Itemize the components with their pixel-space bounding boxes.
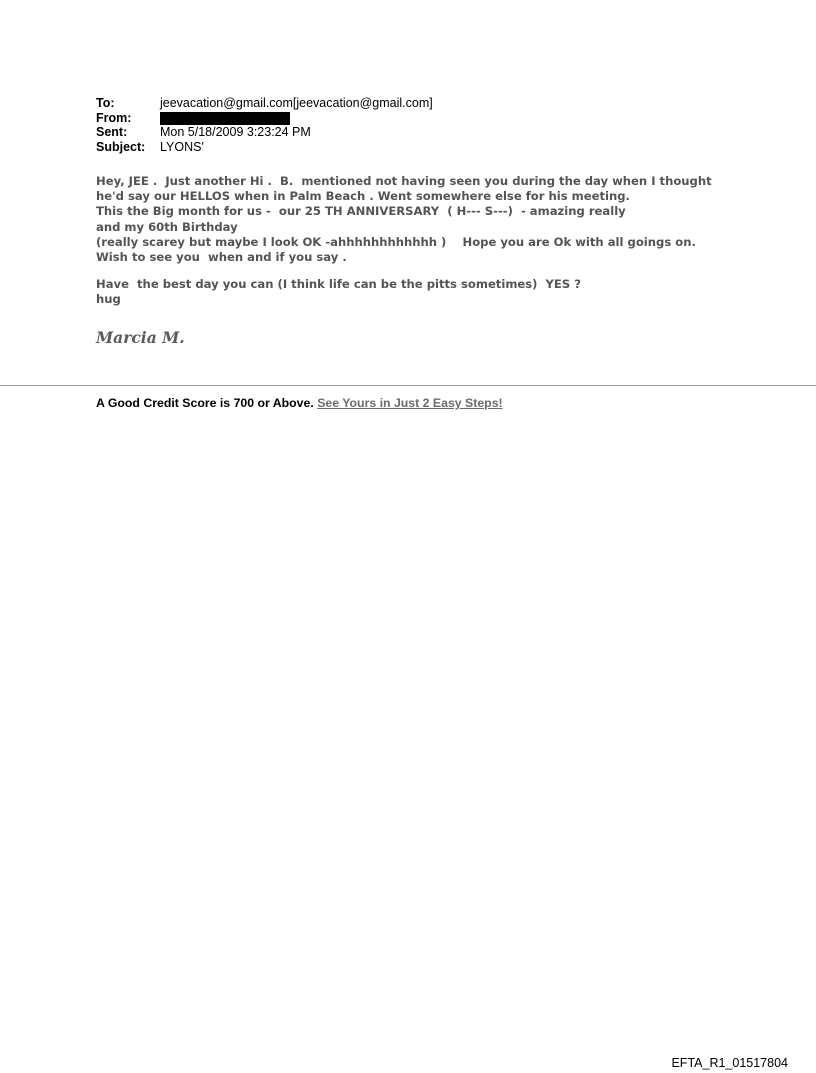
to-row xyxy=(96,96,433,111)
sent-label: Sent: xyxy=(96,125,128,139)
signature: Marcia M. xyxy=(96,328,185,347)
body-line: and my 60th Birthday xyxy=(96,219,238,234)
from-label: From: xyxy=(96,110,132,125)
body-line: he'd say our HELLOS when in Palm Beach . Went somewhere else for his meeting. xyxy=(96,189,630,204)
sent-row xyxy=(96,125,433,140)
body-line: (really scarey but maybe I look OK -ahhhhhhhhhhhh ) Hope you are Ok with all goings on. xyxy=(96,234,696,249)
redaction-box xyxy=(160,112,290,125)
to-label: To: xyxy=(96,96,115,110)
to-value: jeevacation@gmail.com[jeevacation@gmail.com] xyxy=(160,96,433,110)
email-header xyxy=(96,96,433,154)
paragraph-spacer xyxy=(96,265,736,277)
subject-value: LYONS' xyxy=(160,139,204,154)
body-line: Have the best day you can (I think life can be the pitts sometimes) YES ? xyxy=(96,277,581,292)
body-line: This the Big month for us - our 25 TH ANNIVERSARY ( H--- S---) - amazing really xyxy=(96,204,626,219)
subject-row xyxy=(96,140,433,155)
from-row xyxy=(96,111,433,126)
ad-banner xyxy=(96,396,503,410)
subject-label: Subject: xyxy=(96,139,146,154)
body-line: Wish to see you when and if you say . xyxy=(96,249,347,264)
divider xyxy=(0,385,816,386)
ad-link[interactable]: See Yours in Just 2 Easy Steps! xyxy=(317,396,503,410)
document-id: EFTA_R1_01517804 xyxy=(671,1056,788,1070)
ad-text: A Good Credit Score is 700 or Above. xyxy=(96,396,314,410)
sent-value: Mon 5/18/2009 3:23:24 PM xyxy=(160,125,311,139)
body-line: hug xyxy=(96,292,121,307)
body-line: Hey, JEE . Just another Hi . B. mentioned not having seen you during the day when I thought xyxy=(96,174,712,188)
email-body xyxy=(96,174,736,308)
